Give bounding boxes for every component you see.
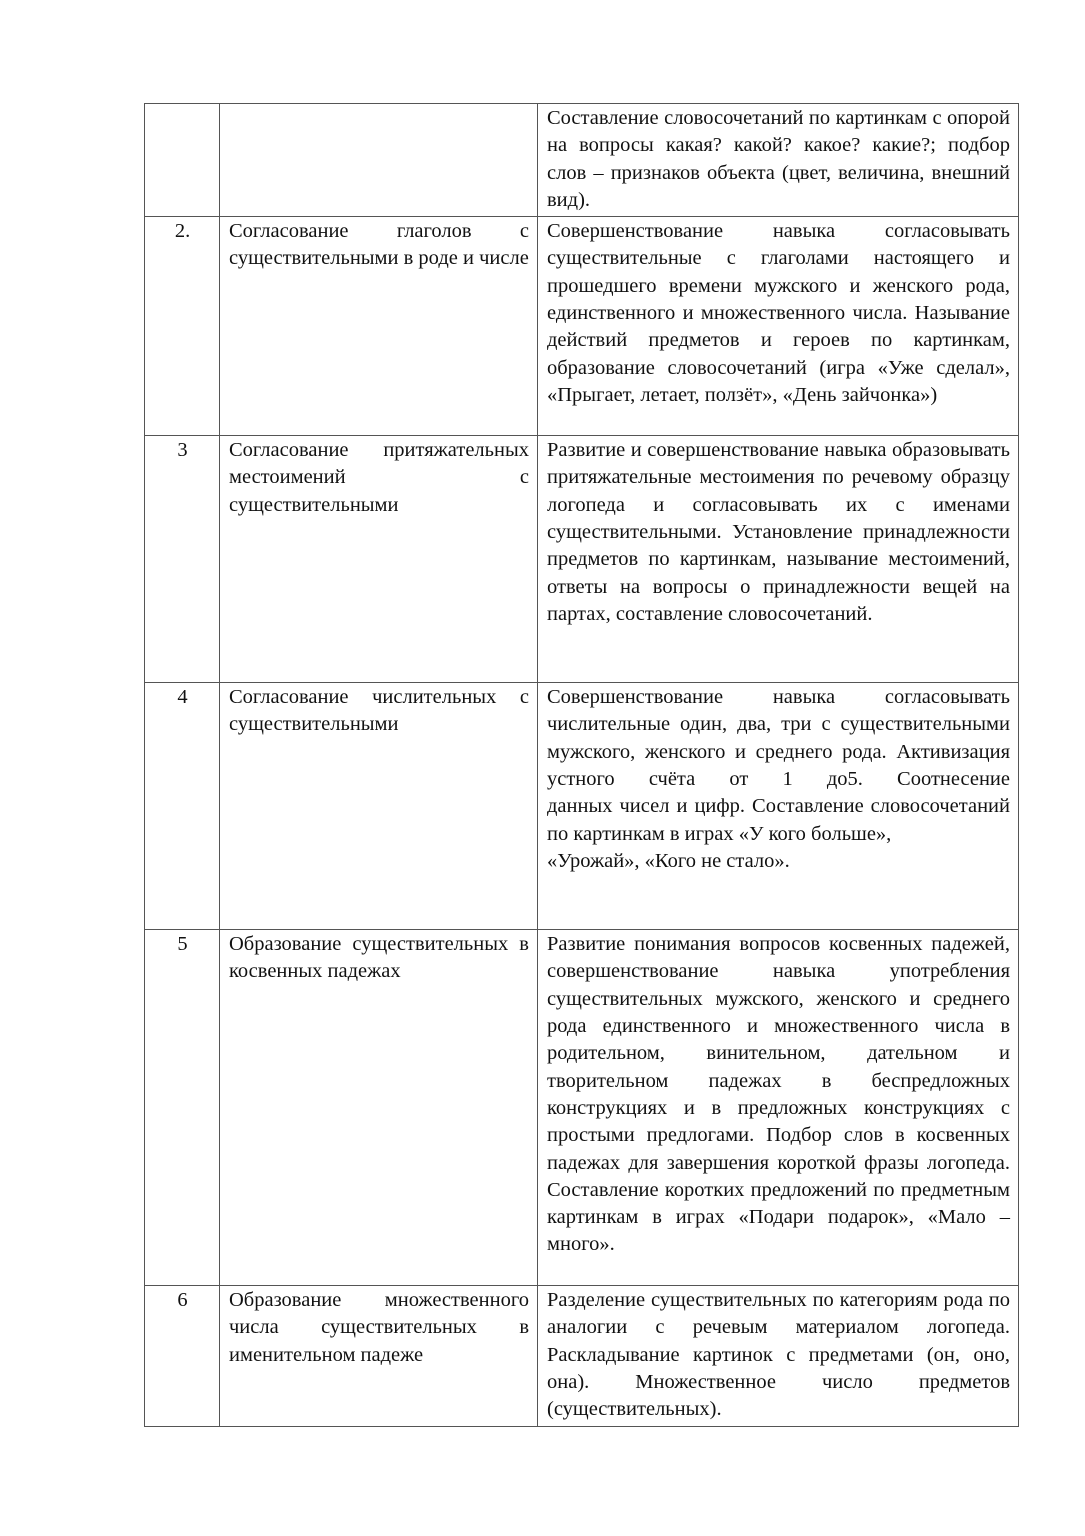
row-number [145, 104, 220, 217]
row-topic: Согласование притяжательных местоимений с существительными [220, 436, 538, 683]
table-row [145, 683, 1019, 930]
row-content: Разделение существительных по категориям рода по аналогии с речевым материалом логопеда. Раскладывание картинок с предметами (он, оно, она). Множественное число предметов (существительных). [538, 1286, 1019, 1426]
row-number: 3 [145, 436, 220, 683]
row-content: Совершенствование навыка согласовывать существительные с глаголами настоящего и прошедшего времени мужского и женского рода, единственного и множественного числа. Называние действий предметов и героев по картинкам, образование словосочетаний (игра «Уже сделал», «Прыгает, летает, ползёт», «День зайчонка») [538, 217, 1019, 436]
table-row [145, 930, 1019, 1286]
table-row [145, 104, 1019, 217]
row-topic: Образование существительных в косвенных падежах [220, 930, 538, 1286]
row-topic [220, 104, 538, 217]
row-number: 6 [145, 1286, 220, 1426]
row-topic: Образование множественного числа существительных в именительном падеже [220, 1286, 538, 1426]
row-content: Развитие и совершенствование навыка образовывать притяжательные местоимения по речевому образцу логопеда и согласовывать их с именами существительными. Установление принадлежности предметов по картинкам, называние местоимений, ответы на вопросы о принадлежности вещей на партах, составление словосочетаний. [538, 436, 1019, 683]
row-content: Развитие понимания вопросов косвенных падежей, совершенствование навыка употребления существительных мужского, женского и среднего рода единственного и множественного числа в родительном, винительном, дательном и творительном падежах в беспредложных конструкциях и в предложных конструкциях с простыми предлогами. Подбор слов в косвенных падежах для завершения короткой фразы логопеда. Составление коротких предложений по предметным картинкам в играх «Подари подарок», «Мало – много». [538, 930, 1019, 1286]
row-number: 4 [145, 683, 220, 930]
table-row [145, 436, 1019, 683]
row-topic: Согласование числительных с существительными [220, 683, 538, 930]
content-line: Совершенствование навыка согласовывать числительные один, два, три с существительными мужского, женского и среднего рода. Активизация устного счёта от 1 до5. Соотнесение [547, 686, 1010, 791]
lesson-table [144, 103, 1019, 1427]
table-row [145, 1286, 1019, 1426]
table-row [145, 217, 1019, 436]
row-topic: Согласование глаголов с существительными в роде и числе [220, 217, 538, 436]
row-number: 2. [145, 217, 220, 436]
row-content: Составление словосочетаний по картинкам с опорой на вопросы какая? какой? какое? какие?; подбор слов – признаков объекта (цвет, величина, внешний вид). [538, 104, 1019, 217]
row-content [538, 683, 1019, 930]
row-number: 5 [145, 930, 220, 1286]
content-line: данных чисел и цифр. Составление словосочетаний по картинкам в играх «У кого больше», [547, 795, 1010, 845]
content-line: «Урожай», «Кого не стало». [547, 849, 790, 872]
